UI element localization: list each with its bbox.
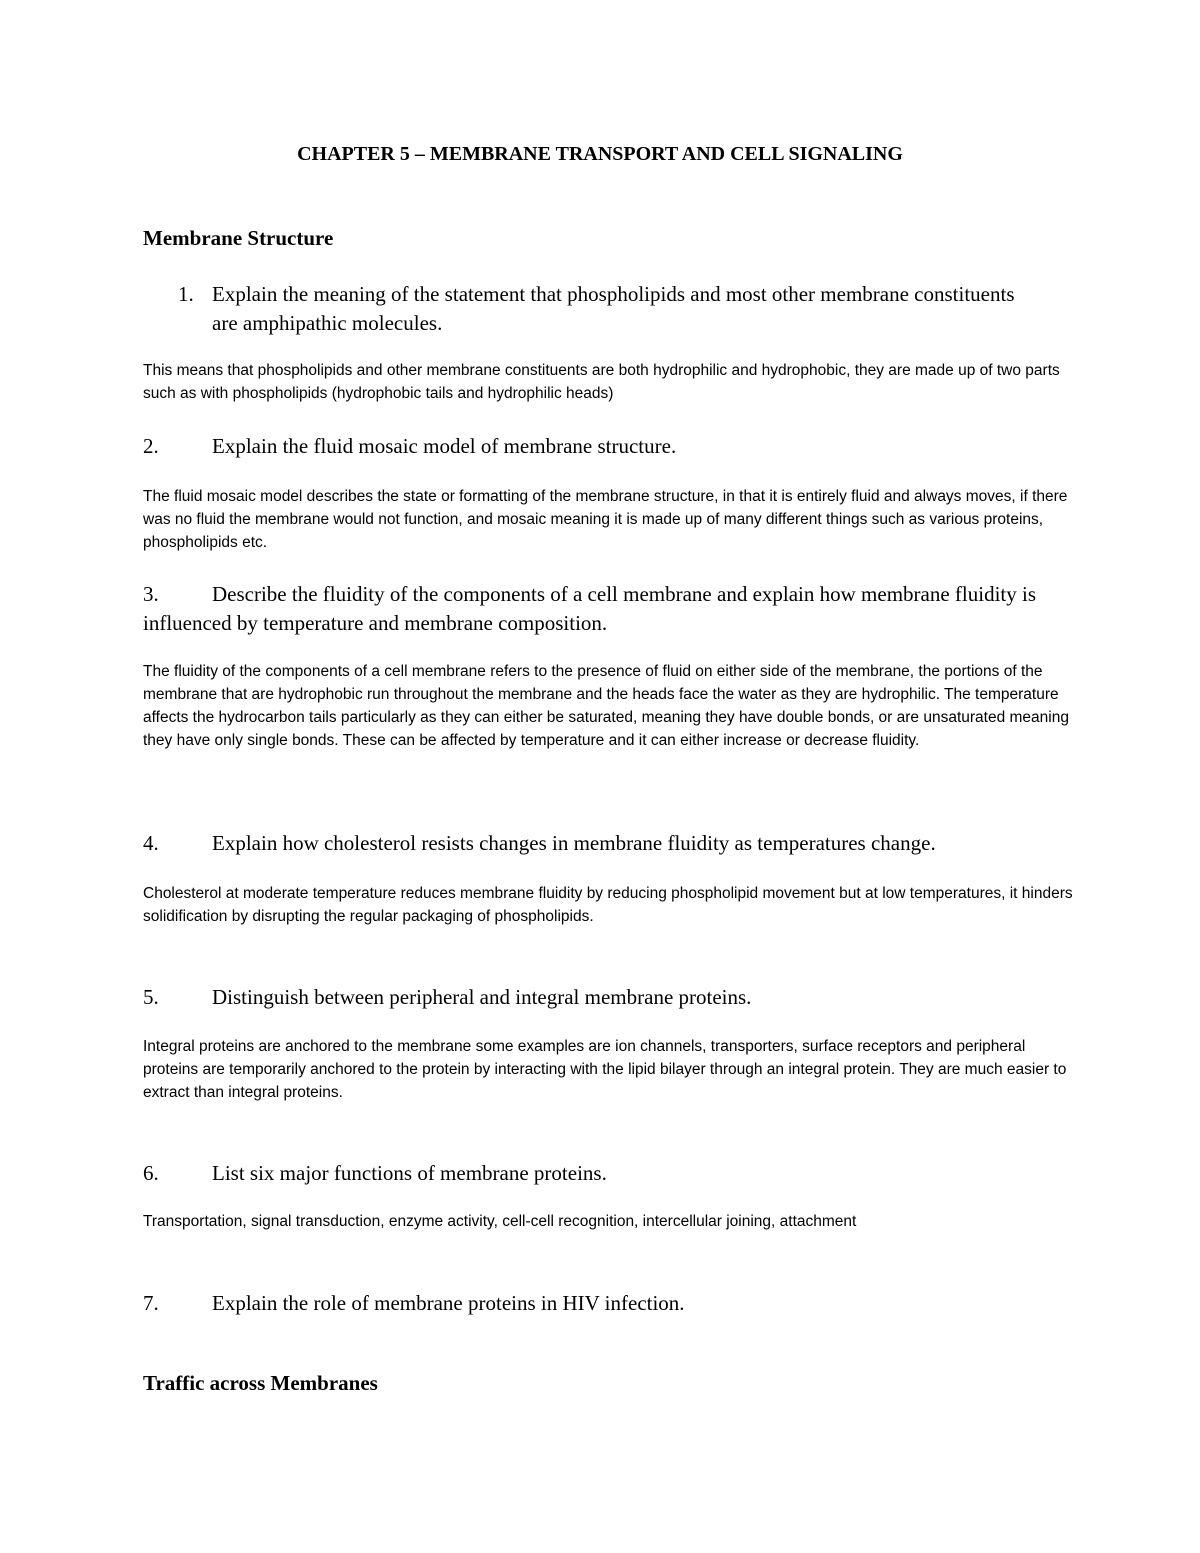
question-5 bbox=[143, 983, 1063, 1012]
question-4 bbox=[143, 829, 1063, 858]
question-text: Explain the meaning of the statement that phospholipids and most other membrane constituents are amphipathic molecules. bbox=[212, 282, 1015, 335]
question-text: List six major functions of membrane proteins. bbox=[212, 1161, 607, 1185]
question-text: Explain the fluid mosaic model of membrane structure. bbox=[212, 434, 677, 458]
question-text: Distinguish between peripheral and integral membrane proteins. bbox=[212, 985, 752, 1009]
question-number: 6. bbox=[143, 1161, 159, 1185]
question-3 bbox=[143, 580, 1063, 638]
question-number: 1. bbox=[178, 282, 194, 306]
answer-4: Cholesterol at moderate temperature reduces membrane fluidity by reducing phospholipid movement but at low temperatures, it hinders solidification by disrupting the regular packaging of phospholipids. bbox=[143, 885, 1073, 925]
answer-3: The fluidity of the components of a cell membrane refers to the presence of fluid on either side of the membrane, the portions of the membrane that are hydrophobic run throughout the membrane and the heads face the water as they are hydrophilic. The temperature affects the hydrocarbon tails particularly as they can either be saturated, meaning they have double bonds, or are unsaturated meaning they have only single bonds. These can be affected by temperature and it can either increase or decrease fluidity. bbox=[143, 663, 1069, 749]
question-number: 3. bbox=[143, 582, 159, 606]
section-heading-traffic: Traffic across Membranes bbox=[143, 1371, 378, 1395]
question-number: 2. bbox=[143, 434, 159, 458]
question-text: Explain how cholesterol resists changes in membrane fluidity as temperatures change. bbox=[212, 831, 936, 855]
answer-6: Transportation, signal transduction, enzyme activity, cell-cell recognition, intercellular joining, attachment bbox=[143, 1213, 857, 1230]
answer-1: This means that phospholipids and other membrane constituents are both hydrophilic and hydrophobic, they are made up of two parts such as with phospholipids (hydrophobic tails and hydrophilic heads) bbox=[143, 362, 1060, 402]
section-heading-membrane-structure: Membrane Structure bbox=[143, 226, 334, 250]
question-6 bbox=[143, 1159, 1063, 1188]
question-text: Explain the role of membrane proteins in HIV infection. bbox=[212, 1291, 685, 1315]
question-text: Describe the fluidity of the components of a cell membrane and explain how membrane fluidity is influenced by temperature and membrane composition. bbox=[143, 582, 1037, 635]
question-number: 5. bbox=[143, 985, 159, 1009]
page-title: CHAPTER 5 – MEMBRANE TRANSPORT AND CELL SIGNALING bbox=[297, 143, 903, 165]
answer-2: The fluid mosaic model describes the state or formatting of the membrane structure, in that it is entirely fluid and always moves, if there was no fluid the membrane would not function, and mosaic meaning it is made up of many different things such as various proteins, phospholipids etc. bbox=[143, 488, 1068, 551]
answer-5: Integral proteins are anchored to the membrane some examples are ion channels, transporters, surface receptors and peripheral proteins are temporarily anchored to the protein by interacting with the lipid bilayer through an integral protein. They are much easier to extract than integral proteins. bbox=[143, 1038, 1067, 1101]
question-1 bbox=[178, 280, 1038, 338]
question-7 bbox=[143, 1289, 1063, 1318]
question-number: 7. bbox=[143, 1291, 159, 1315]
question-number: 4. bbox=[143, 831, 159, 855]
question-2 bbox=[143, 432, 1063, 461]
